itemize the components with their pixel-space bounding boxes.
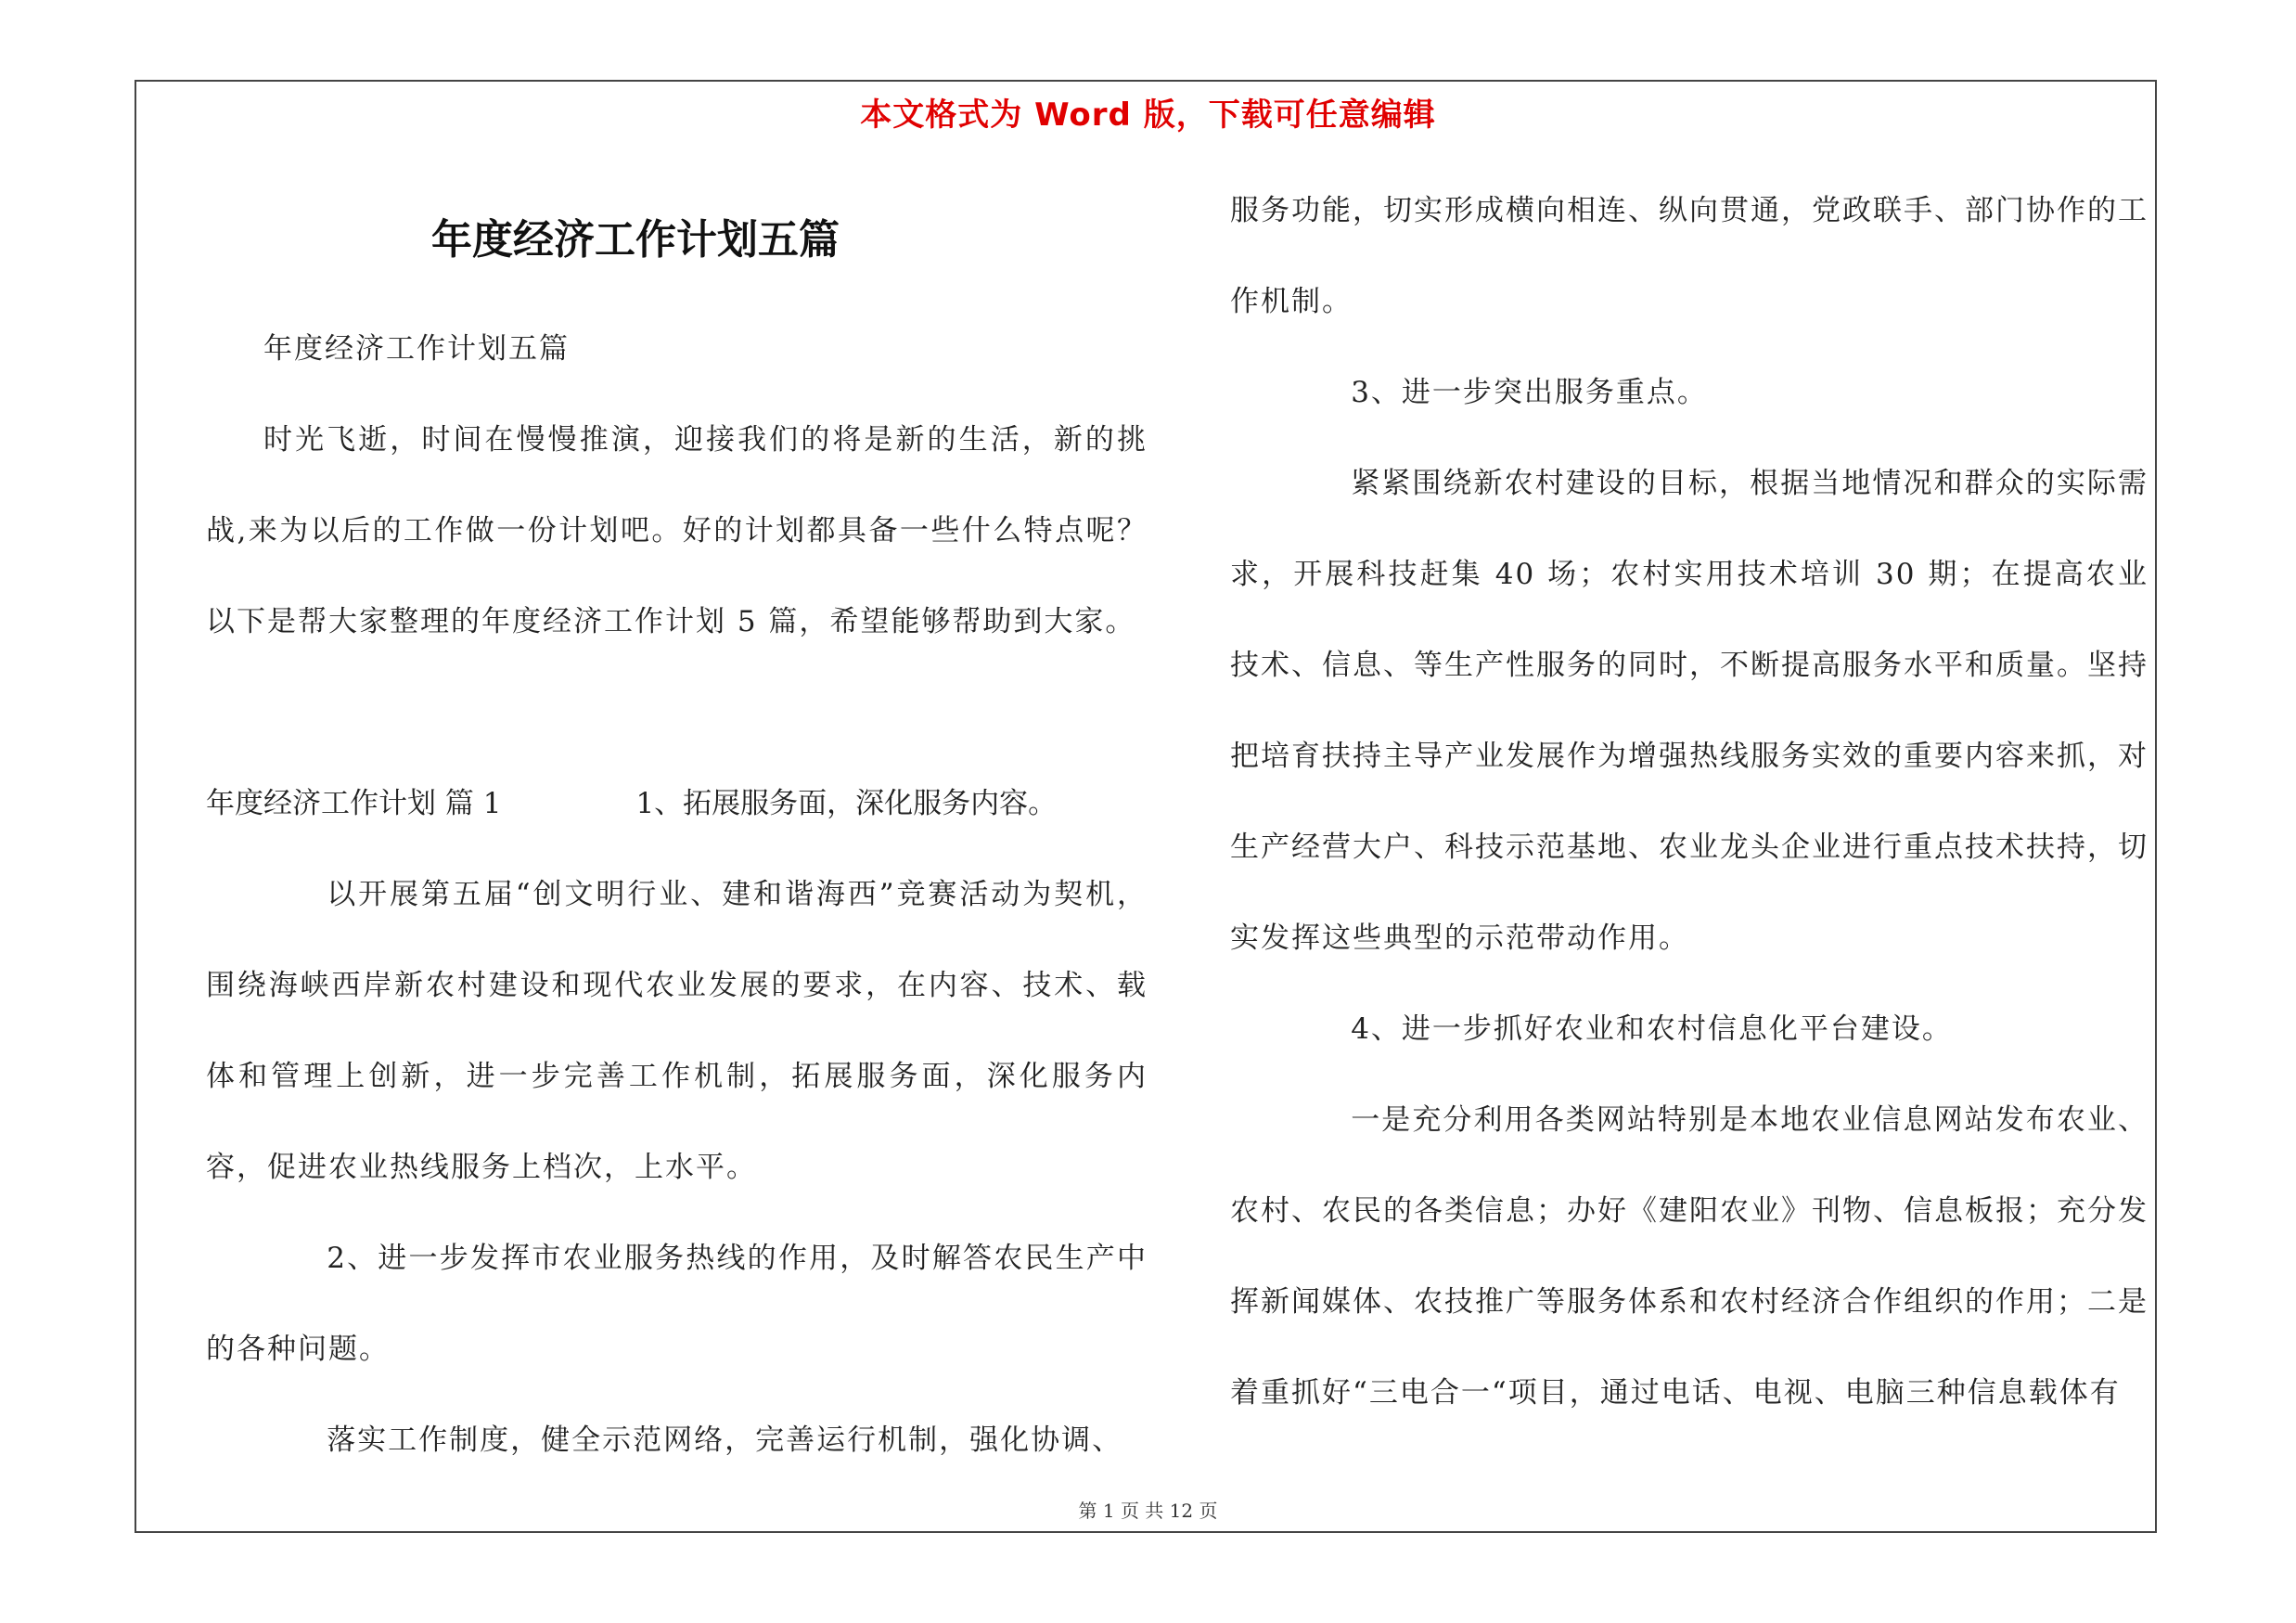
item-2-paragraph: 2、进一步发挥市农业服务热线的作用，及时解答农民生产中的各种问题。 (206, 1242, 1148, 1366)
section-heading-row (206, 758, 1148, 849)
document-title: 年度经济工作计划五篇 (431, 216, 840, 264)
paragraph-5: 落实工作制度，健全示范网络，完善运行机制，强化协调、 (327, 1423, 1123, 1457)
item-3-heading: 3、进一步突出服务重点。 (1351, 376, 1708, 409)
right-column (1230, 165, 2148, 1438)
page-number-footer: 第 1 页 共 12 页 (1078, 1500, 1218, 1522)
item-4-heading: 4、进一步抓好农业和农村信息化平台建设。 (1351, 1012, 1953, 1046)
left-column (206, 303, 1148, 1486)
format-banner: 本文格式为 Word 版，下载可任意编辑 (860, 97, 1436, 134)
item-1-heading: 1、拓展服务面，深化服务内容。 (635, 787, 1058, 820)
spacer (206, 667, 1148, 758)
intro-subtitle: 年度经济工作计划五篇 (263, 332, 570, 366)
item-3-paragraph: 紧紧围绕新农村建设的目标，根据当地情况和群众的实际需求，开展科技赶集 40 场；农村实用技术培训 30 期；在提高农业技术、信息、等生产性服务的同时，不断提高服务水平和质量。坚持把培育扶持主导产业发展作为增强热线服务实效的重要内容来抓，对生产经营大户、科技示范基地、农业龙头企业进行重点技术扶持，切实发挥这些典型的示范带动作用。 (1230, 467, 2148, 955)
continuation-paragraph: 服务功能，切实形成横向相连、纵向贯通，党政联手、部门协作的工作机制。 (1230, 194, 2148, 318)
section-heading: 年度经济工作计划 篇 1 (206, 787, 502, 820)
paragraph-3: 以开展第五届“创文明行业、建和谐海西”竞赛活动为契机，围绕海峡西岸新农村建设和现代农业发展的要求，在内容、技术、载体和管理上创新，进一步完善工作机制，拓展服务面，深化服务内容，促进农业热线服务上档次，上水平。 (206, 878, 1148, 1184)
intro-paragraph: 时光飞逝，时间在慢慢推演，迎接我们的将是新的生活，新的挑战,来为以后的工作做一份计划吧。好的计划都具备一些什么特点呢？以下是帮大家整理的年度经济工作计划 5 篇，希望能够帮助到大家。 (206, 423, 1148, 638)
item-4-paragraph: 一是充分利用各类网站特别是本地农业信息网站发布农业、农村、农民的各类信息；办好《建阳农业》刊物、信息板报；充分发挥新闻媒体、农技推广等服务体系和农村经济合作组织的作用；二是着重抓好“三电合一“项目，通过电话、电视、电脑三种信息载体有 (1230, 1103, 2148, 1410)
